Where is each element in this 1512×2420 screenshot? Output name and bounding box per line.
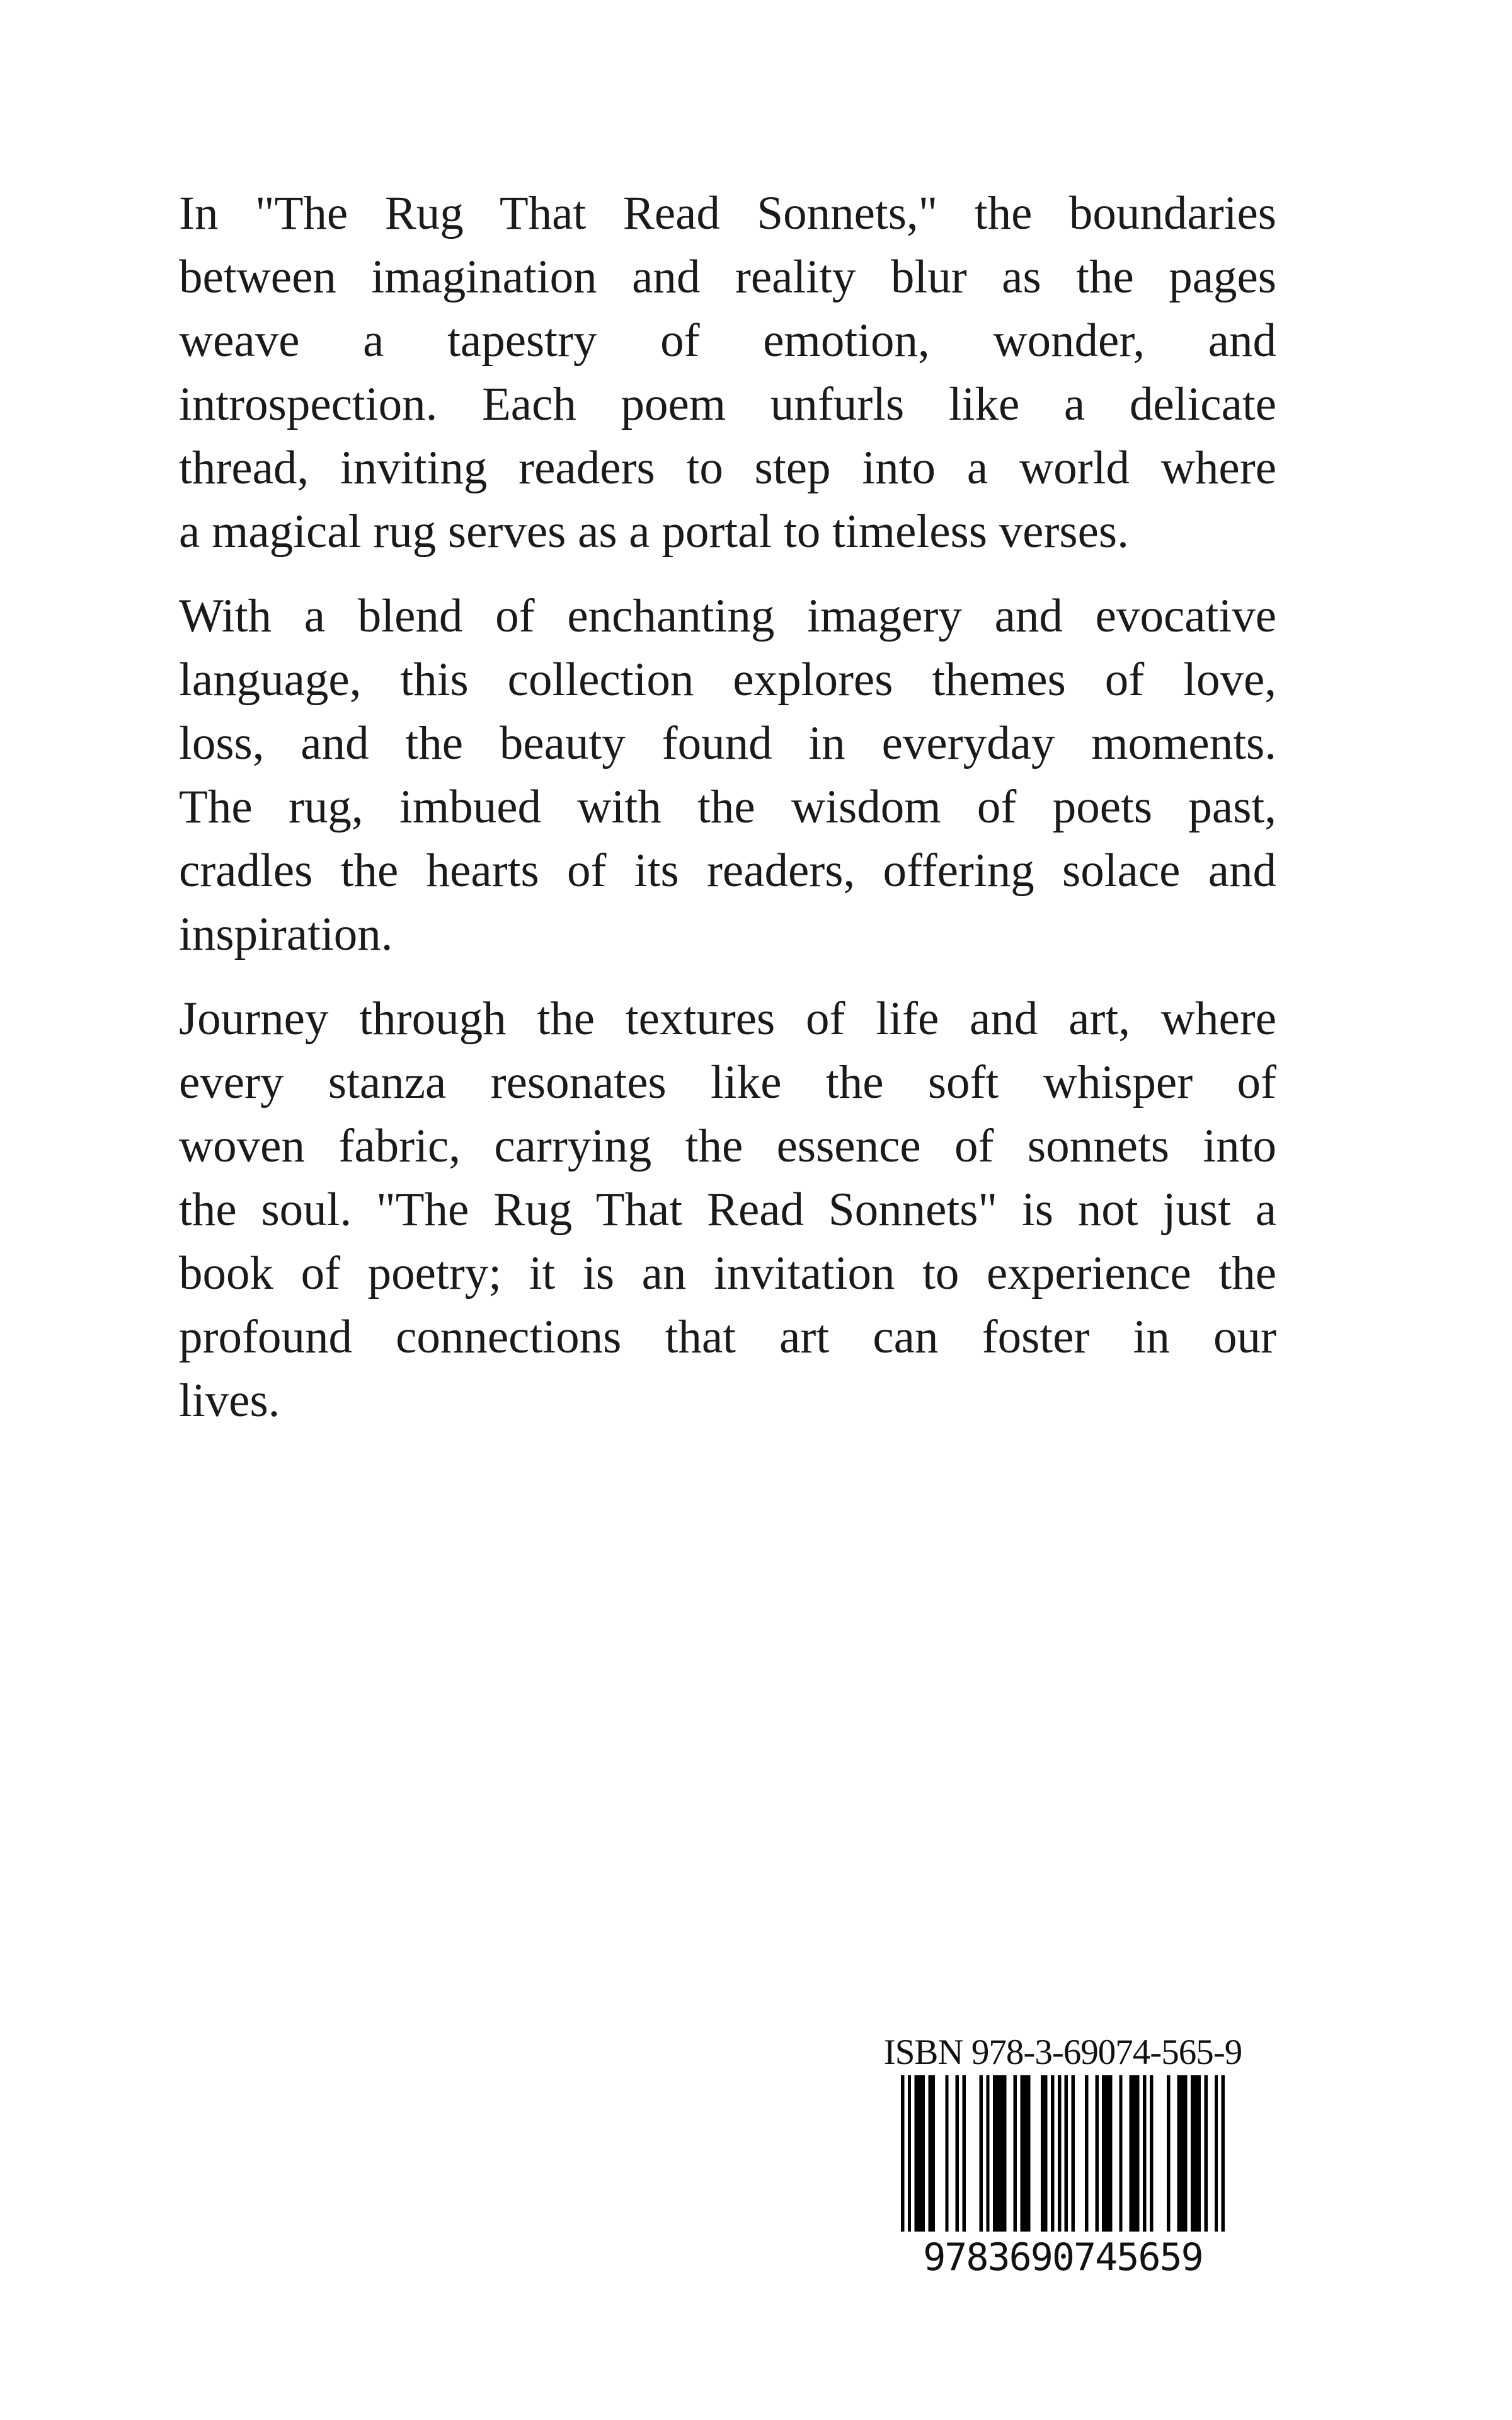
text-line: thread, inviting readers to step into a world where [179, 442, 1276, 494]
text-line: woven fabric, carrying the essence of sonnets into [179, 1120, 1276, 1172]
isbn-label: ISBN 978-3-69074-565-9 [883, 2032, 1242, 2072]
text-line: In "The Rug That Read Sonnets," the boundaries [179, 187, 1276, 239]
text-line: With a blend of enchanting imagery and evocative [179, 590, 1276, 642]
text-line: book of poetry; it is an invitation to experience the [179, 1247, 1276, 1299]
isbn-block [883, 2032, 1242, 2316]
text-line: Journey through the textures of life and art, where [179, 993, 1276, 1045]
paragraph [179, 182, 1276, 563]
text-line: The rug, imbued with the wisdom of poets past, [179, 781, 1276, 833]
paragraph [179, 584, 1276, 966]
blurb-text [179, 182, 1276, 1453]
text-line: loss, and the beauty found in everyday moments. [179, 717, 1276, 769]
text-line: weave a tapestry of emotion, wonder, and [179, 314, 1276, 367]
text-line: the soul. "The Rug That Read Sonnets" is not just a [179, 1184, 1276, 1236]
text-line: introspection. Each poem unfurls like a delicate [179, 378, 1276, 430]
text-line: between imagination and reality blur as the pages [179, 251, 1276, 303]
text-line: inspiration. [179, 908, 393, 960]
paragraph [179, 987, 1276, 1432]
text-line: every stanza resonates like the soft whisper of [179, 1056, 1276, 1109]
text-line: lives. [179, 1374, 280, 1427]
text-line: language, this collection explores themes of love, [179, 654, 1276, 706]
text-line: profound connections that art can foster in our [179, 1311, 1276, 1363]
ean13-barcode-icon [901, 2075, 1225, 2232]
text-line: cradles the hearts of its readers, offering solace and [179, 844, 1276, 897]
text-line: a magical rug serves as a portal to timeless verses. [179, 505, 1129, 558]
barcode-number: 9783690745659 [923, 2235, 1203, 2279]
